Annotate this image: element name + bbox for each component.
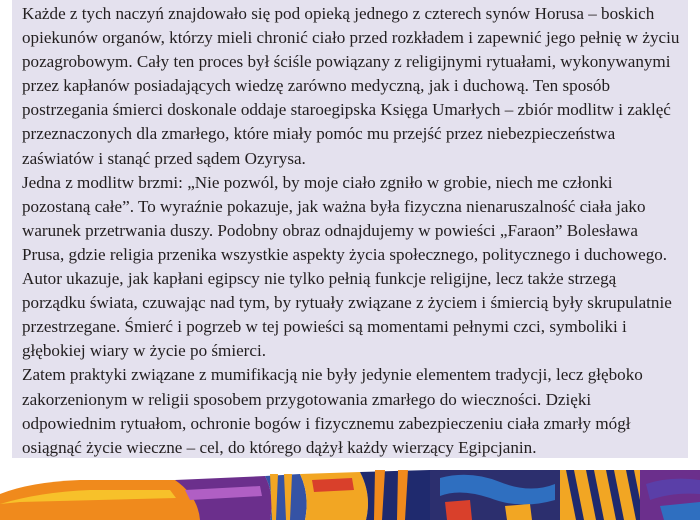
paragraph-2: Jedna z modlitw brzmi: „Nie pozwól, by moje ciało zgniło w grobie, niech me członki pozostaną całe”. To wyraźnie pokazuje, jak ważna była fizyczna nienaruszalność ciała jako warunek przetrwania duszy. Podobny obraz odnajdujemy w powieści „Faraon” Bolesława Prusa, gdzie religia przenika wszystkie aspekty życia społecznego, politycznego i duchowego. Autor ukazuje, jak kapłani egipscy nie tylko pełnią funkcje religijne, lecz także strzegą porządku świata, czuwając nad tym, by rytuały związane z życiem i śmiercią były skrupulatnie przestrzegane. Śmierć i pogrzeb w tej powieści są momentami pełnymi czci, symboliki i głębokiej wiary w życie po śmierci. <box>22 172 672 361</box>
paragraph-1: Każde z tych naczyń znajdowało się pod opieką jednego z czterech synów Horusa – boskich opiekunów organów, którzy mieli chronić ciało przed rozkładem i zapewnić jego pełnię w życiu pozagrobowym. Cały ten proces był ściśle powiązany z religijnymi rytuałami, wykonywanymi przez kapłanów posiadających wiedzę zarówno medyczną, jak i duchową. Ten sposób postrzegania śmierci doskonale oddaje staroegipska Księga Umarłych – zbiór modlitw i zaklęć przeznaczonych dla zmarłego, które miały pomóc mu przejść przez niebezpieczeństwa zaświatów i stanąć przed sądem Ozyrysa. <box>22 4 680 168</box>
sarcophagus-illustration <box>0 470 700 520</box>
paragraph-3: Zatem praktyki związane z mumifikacją nie były jedynie elementem tradycji, lecz głęboko zakorzenionym w religii sposobem przygotowania zmarłego do wieczności. Dzięki odpowiednim rytuałom, ochronie bogów i fizycznemu zabezpieczeniu ciała zmarły mógł osiągnąć życie wieczne – cel, do którego dążył każdy wierzący Egipcjanin. <box>22 365 643 457</box>
text-panel <box>12 0 688 458</box>
